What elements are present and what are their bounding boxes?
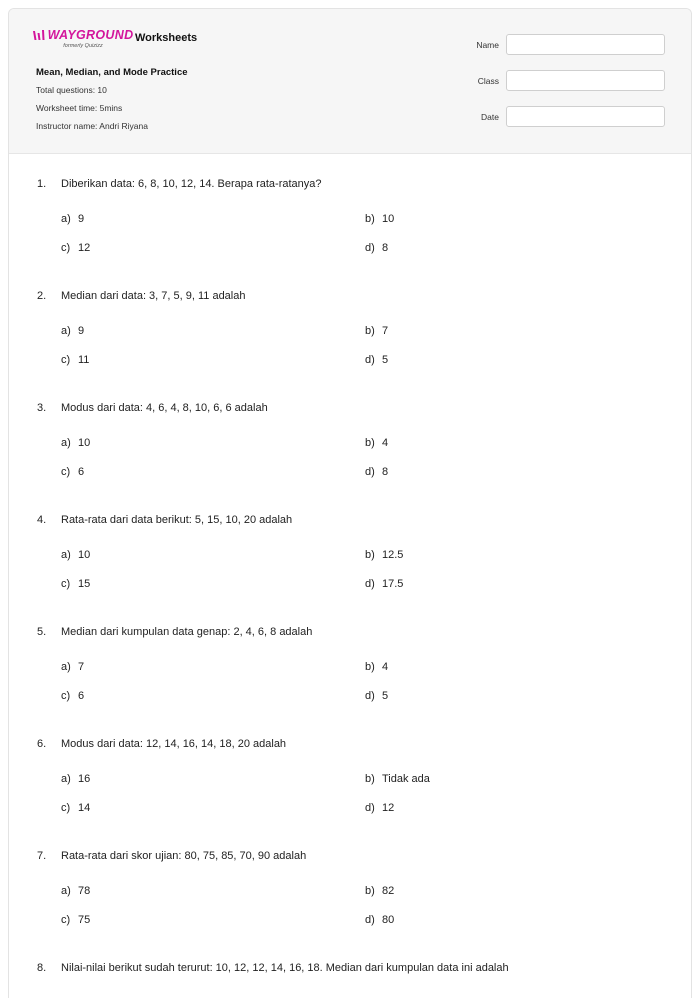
brand-subtitle: formerly Quizizz	[63, 43, 103, 49]
option-text: 15	[78, 578, 91, 590]
question-prompt: Median dari kumpulan data genap: 2, 4, 6, 8 adalah	[61, 626, 313, 638]
option-text: 78	[78, 885, 91, 897]
answer-option[interactable]	[365, 354, 388, 366]
worksheet-title: Mean, Median, and Mode Practice	[36, 67, 188, 78]
worksheet-page	[8, 8, 692, 998]
option-letter: c)	[61, 466, 71, 478]
question-number: 6.	[37, 738, 47, 750]
option-letter: c)	[61, 354, 71, 366]
option-letter: b)	[365, 213, 375, 225]
answer-option[interactable]	[61, 437, 90, 449]
question-prompt: Rata-rata dari skor ujian: 80, 75, 85, 70, 90 adalah	[61, 850, 307, 862]
option-text: 6	[78, 690, 85, 702]
option-text: 7	[382, 325, 389, 337]
option-text: 10	[78, 549, 91, 561]
option-letter: c)	[61, 690, 71, 702]
answer-option[interactable]	[61, 242, 90, 254]
question-prompt: Modus dari data: 4, 6, 4, 8, 10, 6, 6 adalah	[61, 402, 268, 414]
option-text: 7	[78, 661, 85, 673]
class-field[interactable]	[506, 70, 665, 91]
answer-option[interactable]	[61, 885, 90, 897]
question-number: 8.	[37, 962, 47, 974]
wayground-logo-icon	[33, 30, 45, 41]
wayground-logo	[36, 28, 134, 49]
question-text	[37, 290, 245, 302]
option-text: 5	[382, 354, 389, 366]
option-letter: a)	[61, 885, 71, 897]
option-letter: a)	[61, 549, 71, 561]
answer-option[interactable]	[61, 549, 90, 561]
answer-option[interactable]	[61, 690, 84, 702]
answer-option[interactable]	[365, 466, 388, 478]
question-text	[37, 850, 306, 862]
option-text: 5	[382, 690, 389, 702]
option-letter: b)	[365, 325, 375, 337]
option-text: 82	[382, 885, 395, 897]
answer-option[interactable]	[365, 914, 394, 926]
brand-title: Worksheets	[135, 32, 198, 44]
option-letter: c)	[61, 914, 71, 926]
date-label: Date	[481, 112, 499, 122]
option-letter: d)	[365, 690, 375, 702]
date-field[interactable]	[506, 106, 665, 127]
answer-option[interactable]	[61, 325, 84, 337]
question-number: 4.	[37, 514, 47, 526]
question-prompt: Nilai-nilai berikut sudah terurut: 10, 12, 12, 14, 16, 18. Median dari kumpulan data ini adalah	[61, 962, 509, 974]
brand	[36, 29, 197, 49]
question-prompt: Median dari data: 3, 7, 5, 9, 11 adalah	[61, 290, 246, 302]
question-prompt: Diberikan data: 6, 8, 10, 12, 14. Berapa rata-ratanya?	[61, 178, 322, 190]
option-letter: b)	[365, 885, 375, 897]
question-number: 7.	[37, 850, 47, 862]
question-prompt: Rata-rata dari data berikut: 5, 15, 10, 20 adalah	[61, 514, 293, 526]
name-field[interactable]	[506, 34, 665, 55]
worksheet-time: Worksheet time: 5mins	[36, 103, 123, 113]
option-letter: a)	[61, 437, 71, 449]
option-text: 16	[78, 773, 91, 785]
option-text: 9	[78, 213, 85, 225]
name-label: Name	[476, 40, 499, 50]
question-number: 1.	[37, 178, 47, 190]
option-letter: c)	[61, 578, 71, 590]
option-letter: b)	[365, 661, 375, 673]
option-text: 14	[78, 802, 91, 814]
worksheet-header	[9, 9, 691, 154]
option-text: Tidak ada	[382, 773, 430, 785]
answer-option[interactable]	[61, 466, 84, 478]
option-text: 75	[78, 914, 91, 926]
option-text: 11	[78, 354, 90, 366]
answer-option[interactable]	[365, 885, 394, 897]
option-text: 8	[382, 466, 389, 478]
option-letter: d)	[365, 802, 375, 814]
answer-option[interactable]	[61, 213, 84, 225]
instructor-name: Instructor name: Andri Riyana	[36, 121, 148, 131]
option-letter: a)	[61, 661, 71, 673]
option-letter: b)	[365, 437, 375, 449]
question-text	[37, 738, 286, 750]
answer-option[interactable]	[61, 354, 89, 366]
option-text: 8	[382, 242, 389, 254]
option-text: 4	[382, 437, 389, 449]
option-letter: c)	[61, 802, 71, 814]
answer-option[interactable]	[61, 802, 90, 814]
option-letter: d)	[365, 914, 375, 926]
option-letter: a)	[61, 213, 71, 225]
option-letter: d)	[365, 242, 375, 254]
class-label: Class	[477, 76, 499, 86]
question-text	[37, 178, 322, 190]
option-text: 12	[382, 802, 395, 814]
answer-option[interactable]	[365, 549, 403, 561]
option-letter: d)	[365, 354, 375, 366]
option-letter: d)	[365, 578, 375, 590]
answer-option[interactable]	[365, 661, 388, 673]
option-text: 10	[78, 437, 91, 449]
question-prompt: Modus dari data: 12, 14, 16, 14, 18, 20 adalah	[61, 738, 287, 750]
answer-option[interactable]	[365, 773, 430, 785]
option-text: 12	[78, 242, 91, 254]
answer-option[interactable]	[61, 661, 84, 673]
answer-option[interactable]	[61, 773, 90, 785]
answer-option[interactable]	[365, 325, 388, 337]
question-number: 2.	[37, 290, 47, 302]
option-letter: d)	[365, 466, 375, 478]
question-text	[37, 626, 312, 638]
answer-option[interactable]	[365, 213, 394, 225]
question-text	[37, 514, 292, 526]
option-text: 80	[382, 914, 395, 926]
answer-option[interactable]	[61, 578, 90, 590]
option-text: 17.5	[382, 578, 404, 590]
answer-option[interactable]	[61, 914, 90, 926]
answer-option[interactable]	[365, 690, 388, 702]
option-text: 4	[382, 661, 389, 673]
option-letter: a)	[61, 773, 71, 785]
option-text: 12.5	[382, 549, 404, 561]
question-text	[37, 402, 268, 414]
option-letter: c)	[61, 242, 71, 254]
total-questions: Total questions: 10	[36, 85, 107, 95]
answer-option[interactable]	[365, 802, 394, 814]
option-letter: a)	[61, 325, 71, 337]
answer-option[interactable]	[365, 437, 388, 449]
answer-option[interactable]	[365, 578, 403, 590]
option-text: 10	[382, 213, 395, 225]
option-letter: b)	[365, 549, 375, 561]
option-letter: b)	[365, 773, 375, 785]
question-number: 3.	[37, 402, 47, 414]
question-text	[37, 962, 509, 974]
question-number: 5.	[37, 626, 47, 638]
option-text: 9	[78, 325, 85, 337]
brand-name: WAYGROUND	[47, 28, 134, 42]
option-text: 6	[78, 466, 85, 478]
answer-option[interactable]	[365, 242, 388, 254]
